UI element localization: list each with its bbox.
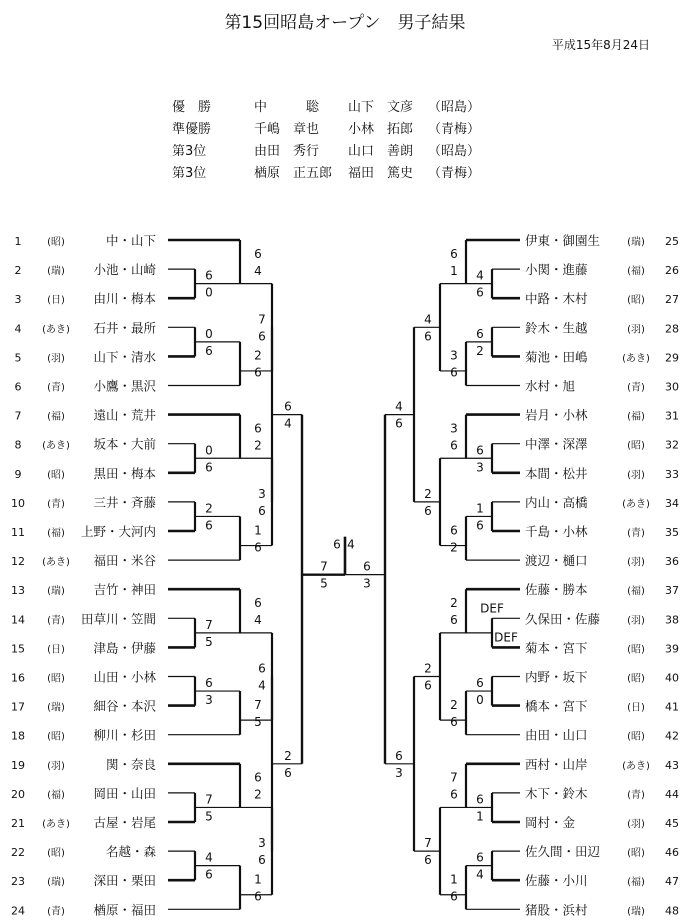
score: 1 (450, 872, 458, 887)
club-code: (あき) (622, 353, 650, 365)
team-names: 岡田・山田 (93, 785, 156, 801)
score: 6 (205, 268, 213, 283)
score: 0 (205, 326, 213, 341)
team-names: 吉竹・神田 (93, 582, 156, 598)
final-score: 6 (333, 537, 341, 552)
score: 1 (254, 523, 262, 538)
score: 3 (450, 348, 458, 363)
club-code: (羽) (47, 353, 65, 365)
score: 3 (476, 460, 484, 475)
team-names: 遠山・荒井 (93, 407, 156, 423)
score: 6 (254, 540, 262, 555)
team-names: 田草川・笠間 (80, 611, 156, 627)
team-names: 中・山下 (105, 233, 156, 248)
score: 4 (205, 850, 213, 865)
team-names: 上野・大河内 (80, 524, 156, 539)
club-code: (青) (47, 615, 65, 627)
seed-number: 43 (665, 758, 679, 772)
seed-number: 29 (665, 351, 679, 365)
result-player2: 山下 文彦 (348, 100, 414, 115)
score: 5 (254, 714, 262, 729)
final-score: 4 (347, 537, 355, 552)
score: 6 (254, 246, 262, 261)
result-player1: 楢原 正五郎 (254, 166, 333, 181)
seed-number: 15 (11, 642, 25, 656)
seed-number: 48 (665, 904, 679, 918)
result-club: （青梅） (428, 122, 481, 137)
score: 1 (476, 809, 484, 824)
score: 1 (254, 872, 262, 887)
score: 4 (395, 399, 403, 414)
club-code: (あき) (42, 324, 70, 336)
seed-number: 46 (665, 846, 679, 860)
score: 2 (284, 748, 292, 763)
club-code: (あき) (42, 557, 70, 569)
seed-number: 44 (665, 787, 679, 801)
seed-number: 20 (11, 787, 25, 801)
score: 6 (476, 443, 484, 458)
club-code: (日) (47, 644, 65, 656)
club-code: (羽) (627, 324, 645, 336)
team-names: 小池・山崎 (93, 262, 156, 278)
seed-number: 31 (665, 409, 679, 423)
score: 2 (450, 540, 458, 555)
seed-number: 8 (14, 438, 22, 452)
score: 6 (205, 460, 213, 475)
club-code: (瑞) (47, 266, 65, 278)
seed-number: 23 (11, 875, 25, 889)
team-names: 三井・斉藤 (93, 494, 156, 510)
club-code: (福) (47, 411, 65, 423)
seed-number: 14 (11, 613, 25, 627)
score: 2 (254, 787, 262, 802)
score: 4 (476, 268, 484, 283)
team-names: 楢原・福田 (93, 902, 156, 918)
team-names: 由田・山口 (525, 727, 588, 743)
team-names: 石井・最所 (93, 320, 156, 336)
seed-number: 25 (665, 235, 679, 248)
club-code: (福) (627, 877, 645, 889)
score: 7 (205, 792, 213, 807)
seed-number: 42 (665, 729, 679, 743)
score: 6 (450, 246, 458, 261)
seed-number: 7 (14, 409, 22, 423)
club-code: (青) (627, 382, 645, 394)
score: 6 (424, 678, 432, 693)
seed-number: 3 (14, 293, 22, 307)
club-code: (昭) (47, 673, 65, 685)
seed-number: 41 (665, 700, 679, 714)
score: 1 (476, 501, 484, 516)
team-names: 本間・松井 (525, 465, 588, 481)
team-names: 小鷹・黒沢 (93, 378, 156, 394)
club-code: (青) (47, 382, 65, 394)
score: 6 (254, 596, 262, 611)
seed-number: 32 (665, 438, 679, 452)
seed-number: 24 (11, 904, 25, 918)
club-code: (日) (47, 295, 65, 307)
score: 6 (450, 523, 458, 538)
team-names: 菊池・田嶋 (525, 349, 588, 365)
result-rank: 第3位 (172, 144, 207, 159)
team-names: 渡辺・樋口 (525, 553, 588, 569)
club-code: (昭) (47, 469, 65, 481)
club-code: (昭) (47, 237, 65, 248)
club-code: (昭) (627, 644, 645, 656)
seed-number: 37 (665, 584, 679, 598)
score: 2 (450, 697, 458, 712)
team-names: 中澤・深澤 (525, 436, 588, 452)
score: 6 (476, 676, 484, 691)
club-code: (昭) (47, 731, 65, 743)
club-code: (あき) (622, 760, 650, 772)
score: 6 (258, 503, 266, 518)
score: 2 (424, 486, 432, 501)
seed-number: 26 (665, 264, 679, 278)
seed-number: 47 (665, 875, 679, 889)
team-names: 橋本・宮下 (525, 698, 588, 714)
score: 3 (258, 486, 266, 501)
club-code: (福) (627, 411, 645, 423)
score: 6 (450, 613, 458, 628)
team-names: 黒田・梅本 (93, 465, 156, 481)
score: 6 (476, 850, 484, 865)
score: 4 (476, 867, 484, 882)
result-rank: 優 勝 (172, 100, 212, 115)
score: 6 (284, 399, 292, 414)
result-rank: 準優勝 (172, 122, 212, 137)
seed-number: 6 (14, 380, 22, 394)
club-code: (あき) (42, 440, 70, 452)
score: 6 (450, 714, 458, 729)
score: 6 (205, 867, 213, 882)
score: 7 (258, 312, 266, 327)
score: 4 (284, 416, 292, 431)
score: 2 (254, 348, 262, 363)
result-rank: 第3位 (172, 166, 207, 181)
score: 6 (284, 765, 292, 780)
score: 1 (450, 263, 458, 278)
team-names: 西村・山岸 (525, 756, 588, 772)
team-names: 水村・旭 (525, 378, 576, 394)
score: 0 (205, 285, 213, 300)
seed-number: 27 (665, 293, 679, 307)
team-names: 岡村・金 (525, 815, 576, 830)
score: 6 (476, 285, 484, 300)
seed-number: 34 (665, 496, 679, 510)
team-names: 小関・進藤 (525, 262, 588, 278)
club-code: (羽) (47, 760, 65, 772)
score: 0 (476, 693, 484, 708)
score: 6 (395, 416, 403, 431)
score: 6 (424, 329, 432, 344)
score: 4 (254, 613, 262, 628)
club-code: (福) (627, 266, 645, 278)
club-code: (福) (627, 586, 645, 598)
score: 6 (395, 748, 403, 763)
def-label: DEF (480, 601, 504, 616)
result-club: （青梅） (428, 166, 481, 181)
score: 7 (424, 836, 432, 851)
score: 3 (258, 836, 266, 851)
team-names: 由川・梅本 (93, 291, 156, 307)
team-names: 古屋・岩尾 (93, 815, 156, 830)
club-code: (昭) (627, 848, 645, 860)
club-code: (瑞) (47, 702, 65, 714)
score: 6 (476, 518, 484, 533)
score: 6 (254, 421, 262, 436)
team-names: 猪股・浜村 (525, 902, 588, 918)
team-names: 佐久間・田辺 (525, 844, 601, 860)
seed-number: 40 (665, 671, 679, 685)
seed-number: 1 (14, 235, 22, 248)
seed-number: 36 (665, 555, 679, 569)
score: 2 (450, 596, 458, 611)
score: 6 (450, 889, 458, 904)
seed-number: 33 (665, 467, 679, 481)
score: 6 (254, 770, 262, 785)
team-names: 佐藤・勝本 (525, 582, 588, 598)
result-player1: 由田 秀行 (254, 144, 320, 159)
score: 3 (363, 576, 371, 591)
score: 2 (254, 438, 262, 453)
club-code: (瑞) (627, 237, 645, 248)
team-names: 菊本・宮下 (525, 640, 588, 656)
result-club: （昭島） (428, 144, 481, 159)
score: 6 (476, 326, 484, 341)
team-names: 福田・米谷 (93, 553, 156, 569)
score: 4 (258, 678, 266, 693)
score: 2 (205, 501, 213, 516)
seed-number: 19 (11, 758, 25, 772)
score: 4 (424, 312, 432, 327)
seed-number: 35 (665, 526, 679, 539)
club-code: (あき) (42, 819, 70, 830)
club-code: (日) (627, 702, 645, 714)
seed-number: 21 (11, 817, 25, 830)
team-names: 岩月・小林 (525, 407, 588, 423)
club-code: (瑞) (47, 586, 65, 598)
score: 7 (205, 617, 213, 632)
score: 2 (424, 661, 432, 676)
team-names: 山下・清水 (93, 349, 156, 365)
club-code: (瑞) (627, 906, 645, 918)
score: 6 (205, 676, 213, 691)
seed-number: 9 (14, 467, 22, 481)
club-code: (福) (47, 789, 65, 801)
club-code: (昭) (47, 848, 65, 860)
seed-number: 45 (665, 817, 679, 830)
seed-number: 16 (11, 671, 25, 685)
seed-number: 10 (11, 496, 25, 510)
club-code: (羽) (627, 469, 645, 481)
score: 6 (205, 343, 213, 358)
score: 3 (395, 765, 403, 780)
score: 7 (450, 770, 458, 785)
team-names: 木下・鈴木 (525, 785, 588, 801)
club-code: (青) (47, 906, 65, 918)
seed-number: 39 (665, 642, 679, 656)
result-player2: 福田 篤史 (348, 166, 414, 181)
result-club: （昭島） (428, 100, 481, 115)
score: 6 (363, 559, 371, 574)
seed-number: 2 (14, 264, 22, 278)
score: 0 (205, 443, 213, 458)
result-player2: 小林 拓郎 (348, 122, 414, 137)
score: 6 (258, 329, 266, 344)
score: 6 (254, 889, 262, 904)
score: 6 (205, 518, 213, 533)
seed-number: 13 (11, 584, 25, 598)
team-names: 千島・小林 (525, 524, 588, 539)
team-names: 坂本・大前 (93, 436, 156, 452)
score: 6 (476, 792, 484, 807)
seed-number: 5 (14, 351, 22, 365)
score: 7 (254, 697, 262, 712)
score: 6 (258, 853, 266, 868)
team-names: 佐藤・小川 (525, 873, 588, 889)
club-code: (羽) (627, 819, 645, 830)
team-names: 伊東・御園生 (525, 233, 601, 248)
result-player1: 千嶋 章也 (254, 122, 320, 137)
score: 6 (424, 853, 432, 868)
club-code: (あき) (622, 498, 650, 510)
team-names: 鈴木・生越 (525, 320, 588, 336)
team-names: 内山・高橋 (525, 494, 588, 510)
club-code: (昭) (627, 295, 645, 307)
score: 6 (258, 661, 266, 676)
team-names: 中路・木村 (525, 291, 588, 307)
score: 7 (320, 559, 328, 574)
team-names: 柳川・杉田 (93, 727, 156, 743)
score: 5 (320, 576, 328, 591)
seed-number: 28 (665, 322, 679, 336)
club-code: (青) (627, 789, 645, 801)
seed-number: 4 (14, 322, 22, 336)
team-names: 名越・森 (105, 844, 156, 860)
team-names: 山田・小林 (93, 669, 156, 685)
club-code: (瑞) (47, 877, 65, 889)
result-player2: 山口 善朗 (348, 144, 414, 159)
event-date: 平成15年8月24日 (551, 38, 650, 52)
club-code: (羽) (627, 557, 645, 569)
seed-number: 11 (11, 526, 25, 539)
team-names: 津島・伊藤 (93, 640, 156, 656)
score: 6 (424, 503, 432, 518)
score: 4 (254, 263, 262, 278)
team-names: 細谷・本沢 (93, 698, 156, 714)
seed-number: 30 (665, 380, 679, 394)
club-code: (昭) (627, 731, 645, 743)
def-label: DEF (494, 630, 518, 645)
club-code: (青) (47, 498, 65, 510)
score: 3 (450, 421, 458, 436)
team-names: 深田・栗田 (93, 873, 156, 889)
score: 6 (254, 365, 262, 380)
club-code: (昭) (627, 673, 645, 685)
club-code: (昭) (627, 440, 645, 452)
seed-number: 17 (11, 700, 25, 714)
seed-number: 12 (11, 555, 25, 569)
score: 5 (205, 809, 213, 824)
score: 5 (205, 634, 213, 649)
score: 6 (450, 438, 458, 453)
team-names: 久保田・佐藤 (525, 611, 601, 627)
score: 6 (450, 787, 458, 802)
club-code: (青) (627, 528, 645, 539)
score: 3 (205, 693, 213, 708)
seed-number: 38 (665, 613, 679, 627)
score: 2 (476, 343, 484, 358)
club-code: (福) (47, 528, 65, 539)
team-names: 内野・坂下 (525, 669, 588, 685)
club-code: (羽) (627, 615, 645, 627)
page-title: 第15回昭島オープン 男子結果 (224, 13, 466, 33)
team-names: 関・奈良 (105, 756, 156, 772)
score: 6 (450, 365, 458, 380)
result-player1: 中 聡 (254, 100, 320, 115)
seed-number: 18 (11, 729, 25, 743)
seed-number: 22 (11, 846, 25, 860)
